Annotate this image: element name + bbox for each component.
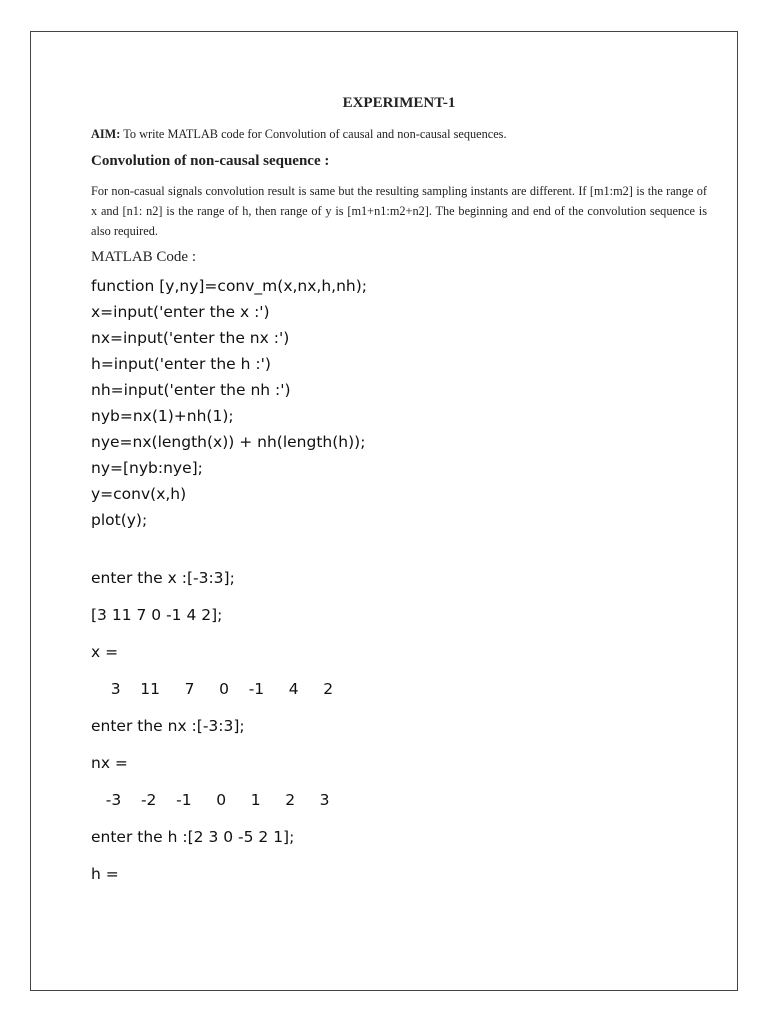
aim-statement	[91, 126, 707, 142]
page-title: EXPERIMENT-1	[342, 95, 456, 111]
code-line: plot(y);	[91, 511, 148, 529]
aim-label: AIM:	[91, 127, 121, 141]
code-heading: MATLAB Code :	[91, 249, 196, 265]
code-line: nyb=nx(1)+nh(1);	[91, 407, 234, 425]
description-paragraph: For non-casual signals convolution result is same but the resulting sampling instants are different. If [m1:m2] is the range of x and [n1: n2] is the range of h, then range of y is [m1+n1:m2+n2]. The beginning and end of the convolution sequence is also required.	[91, 184, 707, 238]
document-page	[30, 31, 738, 991]
output-line: enter the h :[2 3 0 -5 2 1];	[91, 828, 295, 846]
code-line: nh=input('enter the nh :')	[91, 381, 291, 399]
output-line: h =	[91, 865, 119, 883]
output-line: -3 -2 -1 0 1 2 3	[91, 791, 330, 809]
console-output-block	[91, 563, 707, 896]
code-line: nye=nx(length(x)) + nh(length(h));	[91, 433, 366, 451]
code-line: ny=[nyb:nye];	[91, 459, 203, 477]
output-line: enter the x :[-3:3];	[91, 569, 235, 587]
matlab-code-block	[91, 273, 707, 533]
aim-text: To write MATLAB code for Convolution of causal and non-causal sequences.	[120, 127, 507, 141]
code-line: h=input('enter the h :')	[91, 355, 271, 373]
document-content	[91, 94, 707, 896]
section-heading: Convolution of non-causal sequence :	[91, 153, 330, 169]
code-line: x=input('enter the x :')	[91, 303, 270, 321]
output-line: x =	[91, 643, 119, 661]
output-line: [3 11 7 0 -1 4 2];	[91, 606, 223, 624]
output-line: enter the nx :[-3:3];	[91, 717, 245, 735]
output-line: 3 11 7 0 -1 4 2	[91, 680, 334, 698]
output-line: nx =	[91, 754, 128, 772]
code-line: y=conv(x,h)	[91, 485, 187, 503]
code-line: function [y,ny]=conv_m(x,nx,h,nh);	[91, 277, 368, 295]
code-line: nx=input('enter the nx :')	[91, 329, 290, 347]
